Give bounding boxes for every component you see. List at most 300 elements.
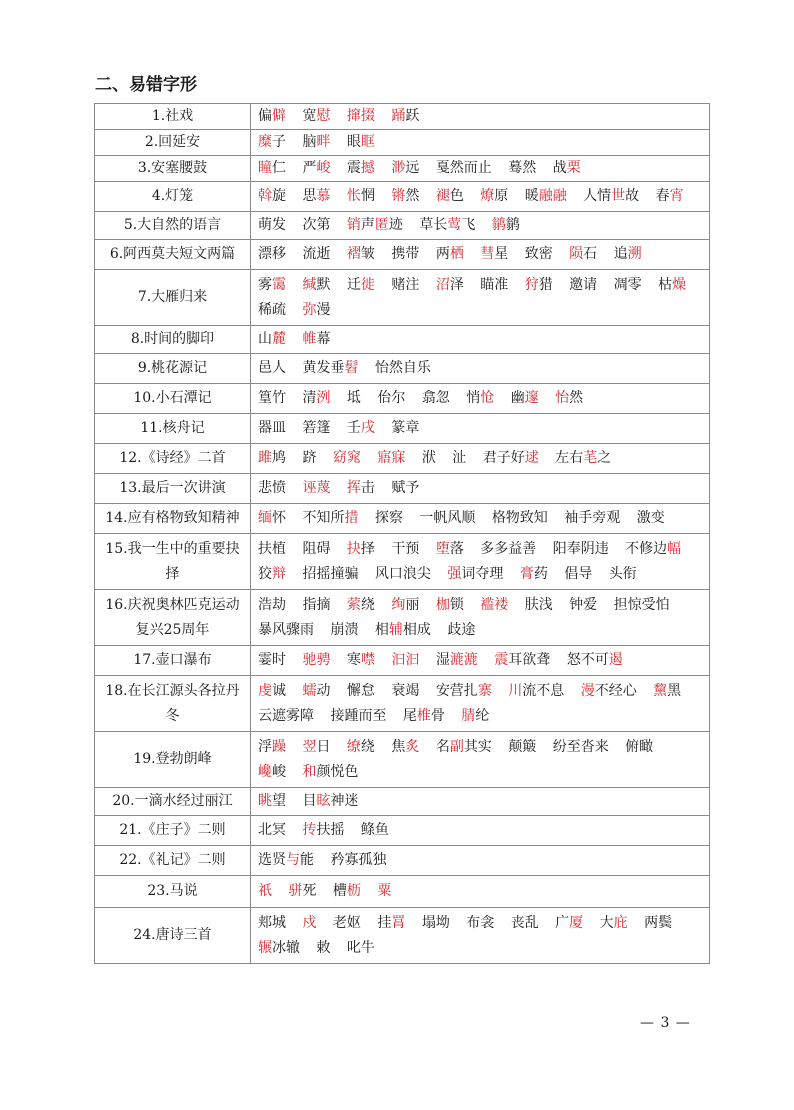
plain-char: 怒不可 [566,652,609,668]
plain-char: 两 [435,246,450,262]
highlighted-char: 厦 [569,914,584,931]
vocab-word [480,246,508,262]
word-list [251,354,710,384]
vocab-word [391,160,419,176]
plain-char: 崩溃 [330,621,359,638]
highlighted-char: 狩 [524,276,539,293]
vocab-word [302,331,330,347]
vocab-word [422,390,450,406]
vocab-word [258,277,286,293]
lesson-title: 21.《庄子》二则 [95,816,251,846]
vocab-word [403,708,445,724]
vocab-word [347,597,375,613]
vocab-word [347,541,375,557]
word-list [251,504,710,534]
plain-char: 塌坳 [421,914,450,931]
vocab-word [508,683,564,699]
vocab-word [375,360,431,376]
vocab-table [94,103,710,964]
plain-char: 袖手旁观 [564,510,621,526]
word-list [251,326,710,354]
plain-char: 战 [552,160,567,176]
section-title: 二、易错字形 [95,75,197,95]
table-row [95,444,710,474]
highlighted-char: 燥 [672,276,687,293]
plain-char: 老妪 [332,914,361,931]
plain-char: 跃 [405,108,420,124]
plain-char: 君子好 [482,450,525,466]
plain-char: 子 [272,134,286,150]
plain-char: 不修边 [625,540,668,557]
plain-char: 跻 [302,450,317,466]
vocab-word [625,541,681,557]
lesson-title: 8.时间的脚印 [95,326,251,354]
lesson-title: 6.阿西莫夫短文两篇 [95,240,251,270]
highlighted-char: 辅 [388,621,403,638]
vocab-word [347,246,375,262]
vocab-word [569,246,597,262]
vocab-word [302,764,358,780]
lesson-title: 5.大自然的语言 [95,212,251,240]
word-list [251,590,710,646]
plain-char: 扶植 [258,540,286,557]
vocab-word [422,915,450,931]
plain-char: 名 [435,738,450,755]
plain-char: 暖 [524,188,539,204]
vocab-word [391,480,419,496]
plain-char: 挂 [377,914,392,931]
vocab-word [567,652,623,668]
table-row [95,414,710,444]
vocab-word [302,597,330,613]
vocab-word [330,852,386,868]
plain-char: 草长 [419,217,448,233]
plain-char: 叱牛 [346,939,375,956]
vocab-word [658,277,686,293]
word-list [251,646,710,676]
vocab-word [391,188,419,204]
vocab-word [391,277,419,293]
vocab-word [302,683,330,699]
highlighted-char: 诬蔑 [302,480,331,496]
lesson-title: 24.唐诗三首 [95,908,251,964]
vocab-word [347,652,375,668]
highlighted-char: 漫 [580,682,595,699]
vocab-word [480,277,508,293]
highlighted-char: 融融 [538,188,567,204]
table-row [95,732,710,788]
highlighted-char: 炙 [405,738,420,755]
vocab-word [258,450,286,466]
highlighted-char: 枷 [435,596,450,613]
plain-char: 扶摇 [316,822,345,838]
vocab-word [422,450,436,466]
plain-char: 器皿 [258,420,286,436]
highlighted-char: 和 [302,763,317,780]
vocab-word [525,188,567,204]
vocab-word [258,331,286,347]
plain-char: 安营扎 [435,682,478,699]
plain-char: 悄 [466,390,481,406]
highlighted-char: 骈 [288,883,303,899]
highlighted-char: 褪 [435,188,450,204]
vocab-word [258,246,286,262]
vocab-word [330,622,358,638]
vocab-word [391,652,419,668]
plain-char: 猎 [538,276,553,293]
lesson-title: 13.最后一次讲演 [95,474,251,504]
table-row [95,326,710,354]
plain-char: 远 [405,160,420,176]
plain-char: 槽 [332,883,347,899]
highlighted-char: 撼 [360,160,375,176]
vocab-word [258,566,286,582]
plain-char: 湿 [435,652,450,668]
plain-char: 凋零 [613,276,642,293]
vocab-word [258,510,286,526]
highlighted-char: 膏 [519,565,534,582]
highlighted-char: 寤寐 [377,450,406,466]
plain-char: 幽 [510,390,525,406]
word-list [251,788,710,816]
word-list [251,414,710,444]
highlighted-char: 椎 [416,707,431,724]
vocab-word [419,510,475,526]
plain-char: 山 [258,331,272,347]
plain-char: 清 [302,390,317,406]
plain-char: 目 [302,793,317,809]
plain-char: 两鬓 [644,914,673,931]
vocab-word [581,683,637,699]
lesson-title: 19.登勃朗峰 [95,732,251,788]
plain-char: 懈怠 [346,682,375,699]
plain-char: 死 [302,883,317,899]
plain-char: 瞄准 [480,276,509,293]
vocab-word [553,160,581,176]
highlighted-char: 庇 [613,914,628,931]
vocab-word [466,390,494,406]
plain-char: 矜寡孤独 [330,852,387,868]
plain-char: 怀 [272,510,286,526]
highlighted-char: 髫 [344,360,359,376]
word-list [251,130,710,156]
vocab-word [447,566,503,582]
word-list [251,908,710,964]
plain-char: 沚 [452,450,467,466]
highlighted-char: 虔 [258,682,272,699]
highlighted-char: 戍 [302,914,317,931]
plain-char: 俯瞰 [625,738,654,755]
word-list [251,732,710,788]
vocab-word [302,246,330,262]
lesson-title: 20.一滴水经过丽江 [95,788,251,816]
plain-char: 枯 [658,276,673,293]
vocab-word [302,739,330,755]
plain-char: 震 [346,160,361,176]
highlighted-char: 驰骋 [302,652,331,668]
highlighted-char: 抟 [302,822,317,838]
vocab-word [288,883,316,899]
vocab-word [333,883,361,899]
vocab-word [258,852,314,868]
word-list [251,816,710,846]
highlighted-char: 副 [449,738,464,755]
plain-char: 仁 [272,160,286,176]
plain-char: 颠簸 [508,738,537,755]
highlighted-char: 锵 [391,188,406,204]
vocab-word [494,652,550,668]
vocab-word [492,217,520,233]
plain-char: 动 [316,682,331,699]
plain-char: 不经心 [594,682,637,699]
table-row [95,788,710,816]
highlighted-char: 强 [447,565,462,582]
plain-char: 布衾 [466,914,495,931]
word-list [251,240,710,270]
highlighted-char: 堕 [435,540,450,557]
highlighted-char: 躁 [272,738,286,755]
plain-char: 飞 [461,217,476,233]
lesson-title: 14.应有格物致知精神 [95,504,251,534]
vocab-word [508,160,536,176]
plain-char: 幕 [316,331,331,347]
plain-char: 肤浅 [524,596,553,613]
highlighted-char: 洌 [316,390,331,406]
highlighted-char: 慰 [316,108,331,124]
plain-char: 漫 [316,301,331,318]
vocab-word [258,822,286,838]
plain-char: 思 [302,188,317,204]
plain-char: 郏城 [258,914,286,931]
plain-char: 赋予 [391,480,420,496]
plain-char: 大 [599,914,614,931]
vocab-word [258,420,286,436]
vocab-word [258,480,286,496]
plain-char: 指摘 [302,596,331,613]
vocab-word [391,246,419,262]
vocab-word [258,652,286,668]
table-row [95,156,710,182]
vocab-word [419,217,475,233]
vocab-word [436,683,492,699]
plain-char: 赌注 [391,276,420,293]
plain-char: 泽 [449,276,464,293]
vocab-word [569,277,597,293]
plain-char: 衰竭 [391,682,420,699]
vocab-word [525,597,553,613]
lesson-title: 2.回延安 [95,130,251,156]
highlighted-char: 祇 [258,883,272,899]
vocab-word [258,188,286,204]
vocab-word [637,510,665,526]
word-list [251,104,710,130]
plain-char: 篆章 [391,420,420,436]
plain-char: 探察 [374,510,403,526]
vocab-word [347,480,375,496]
plain-char: 怡然自乐 [374,360,431,376]
plain-char: 相成 [402,621,431,638]
plain-char: 篁竹 [258,390,286,406]
highlighted-char: 燎 [480,188,495,204]
highlighted-char: 眩 [316,793,331,809]
plain-char: 戛然而止 [435,160,492,176]
vocab-word [302,652,330,668]
vocab-word [302,420,330,436]
plain-char: 坻 [346,390,361,406]
highlighted-char: 匿 [374,217,389,233]
highlighted-char: 峻 [316,160,331,176]
table-row [95,534,710,590]
plain-char: 丽 [405,596,420,613]
highlighted-char: 雎 [258,450,272,466]
vocab-word [258,708,314,724]
highlighted-char: 幅 [667,540,682,557]
plain-char: 阳奉阴违 [552,540,609,557]
vocab-word [258,160,286,176]
highlighted-char: 缅 [258,510,272,526]
lesson-title: 23.马说 [95,876,251,908]
plain-char: 暴风骤雨 [258,621,314,638]
vocab-word [447,622,475,638]
vocab-word [258,622,314,638]
vocab-word [302,390,330,406]
vocab-word [436,652,478,668]
plain-char: 词夺理 [461,565,504,582]
plain-char: 霎时 [258,652,286,668]
plain-char: 眼 [346,134,361,150]
plain-char: 洑 [421,450,436,466]
vocab-word [258,390,286,406]
vocab-word [553,541,609,557]
vocab-word [436,277,464,293]
plain-char: 寒 [346,652,361,668]
highlighted-char: 寨 [477,682,492,699]
highlighted-char: 抉 [346,540,361,557]
plain-char: 神迷 [330,793,359,809]
vocab-word [347,683,375,699]
plain-char: 担惊受怕 [613,596,670,613]
word-list [251,384,710,414]
plain-char: 黑 [667,682,682,699]
vocab-word [302,108,330,124]
plain-char: 春 [655,188,670,204]
highlighted-char: 瞳 [258,160,272,176]
word-list [251,474,710,504]
plain-char: 次第 [302,217,331,233]
vocab-word [302,450,316,466]
vocab-word [553,739,609,755]
plain-char: 耳欲聋 [508,652,551,668]
vocab-word [258,764,286,780]
vocab-word [302,302,330,318]
highlighted-char: 莺 [447,217,462,233]
vocab-word [555,390,583,406]
vocab-word [302,360,358,376]
plain-char: 激变 [636,510,665,526]
word-list [251,534,710,590]
table-row [95,104,710,130]
table-row [95,590,710,646]
plain-char: 稀疏 [258,301,286,318]
plain-char: 鸠 [272,450,286,466]
plain-char: 邑人 [258,360,286,376]
vocab-word [625,739,653,755]
plain-char: 原 [494,188,509,204]
highlighted-char: 怅 [346,188,361,204]
plain-char: 故 [625,188,640,204]
plain-char: 一帆风顺 [419,510,476,526]
plain-char: 致密 [524,246,553,262]
highlighted-char: 畔 [316,134,331,150]
vocab-word [375,622,431,638]
plain-char: 惘 [360,188,375,204]
lesson-title: 1.社戏 [95,104,251,130]
word-list [251,212,710,240]
vocab-word [511,390,539,406]
highlighted-char: 霭 [272,276,286,293]
table-row [95,354,710,384]
vocab-word [520,566,548,582]
highlighted-char: 眶 [360,134,375,150]
plain-char: 鹟 [505,217,520,233]
plain-char: 干预 [391,540,420,557]
highlighted-char: 渺 [391,160,406,176]
plain-char: 色 [449,188,464,204]
plain-char: 敕 [316,939,331,956]
plain-char: 峻 [272,763,286,780]
vocab-word [258,940,300,956]
plain-char: 然 [569,390,584,406]
highlighted-char: 撺 [346,108,361,124]
highlighted-char: 褶 [346,246,361,262]
word-list [251,876,710,908]
highlighted-char: 遏 [608,652,623,668]
vocab-word [436,541,464,557]
highlighted-char: 栗 [566,160,581,176]
vocab-word [347,390,361,406]
vocab-word [347,134,375,150]
lesson-title: 4.灯笼 [95,182,251,212]
highlighted-char: 缄 [302,276,317,293]
plain-char: 萌发 [258,217,286,233]
plain-char: 翕忽 [421,390,450,406]
table-row [95,130,710,156]
vocab-word [302,217,330,233]
plain-char: 石 [583,246,598,262]
plain-char: 偏 [258,108,272,124]
table-row [95,504,710,534]
vocab-word [302,793,358,809]
plain-char: 之 [597,450,612,466]
lesson-title: 22.《礼记》二则 [95,846,251,876]
vocab-word [258,883,272,899]
vocab-word [258,793,286,809]
table-row [95,908,710,964]
plain-char: 浮 [258,738,272,755]
vocab-word [461,708,489,724]
highlighted-char: 巉 [258,763,272,780]
vocab-word [614,277,642,293]
plain-char: 旋 [272,188,286,204]
table-row [95,876,710,908]
word-list [251,182,710,212]
vocab-word [600,915,628,931]
highlighted-char: 枥 [346,883,361,899]
plain-char: 焦 [391,738,406,755]
plain-char: 严 [302,160,317,176]
plain-char: 绕 [360,596,375,613]
vocab-word [452,450,466,466]
